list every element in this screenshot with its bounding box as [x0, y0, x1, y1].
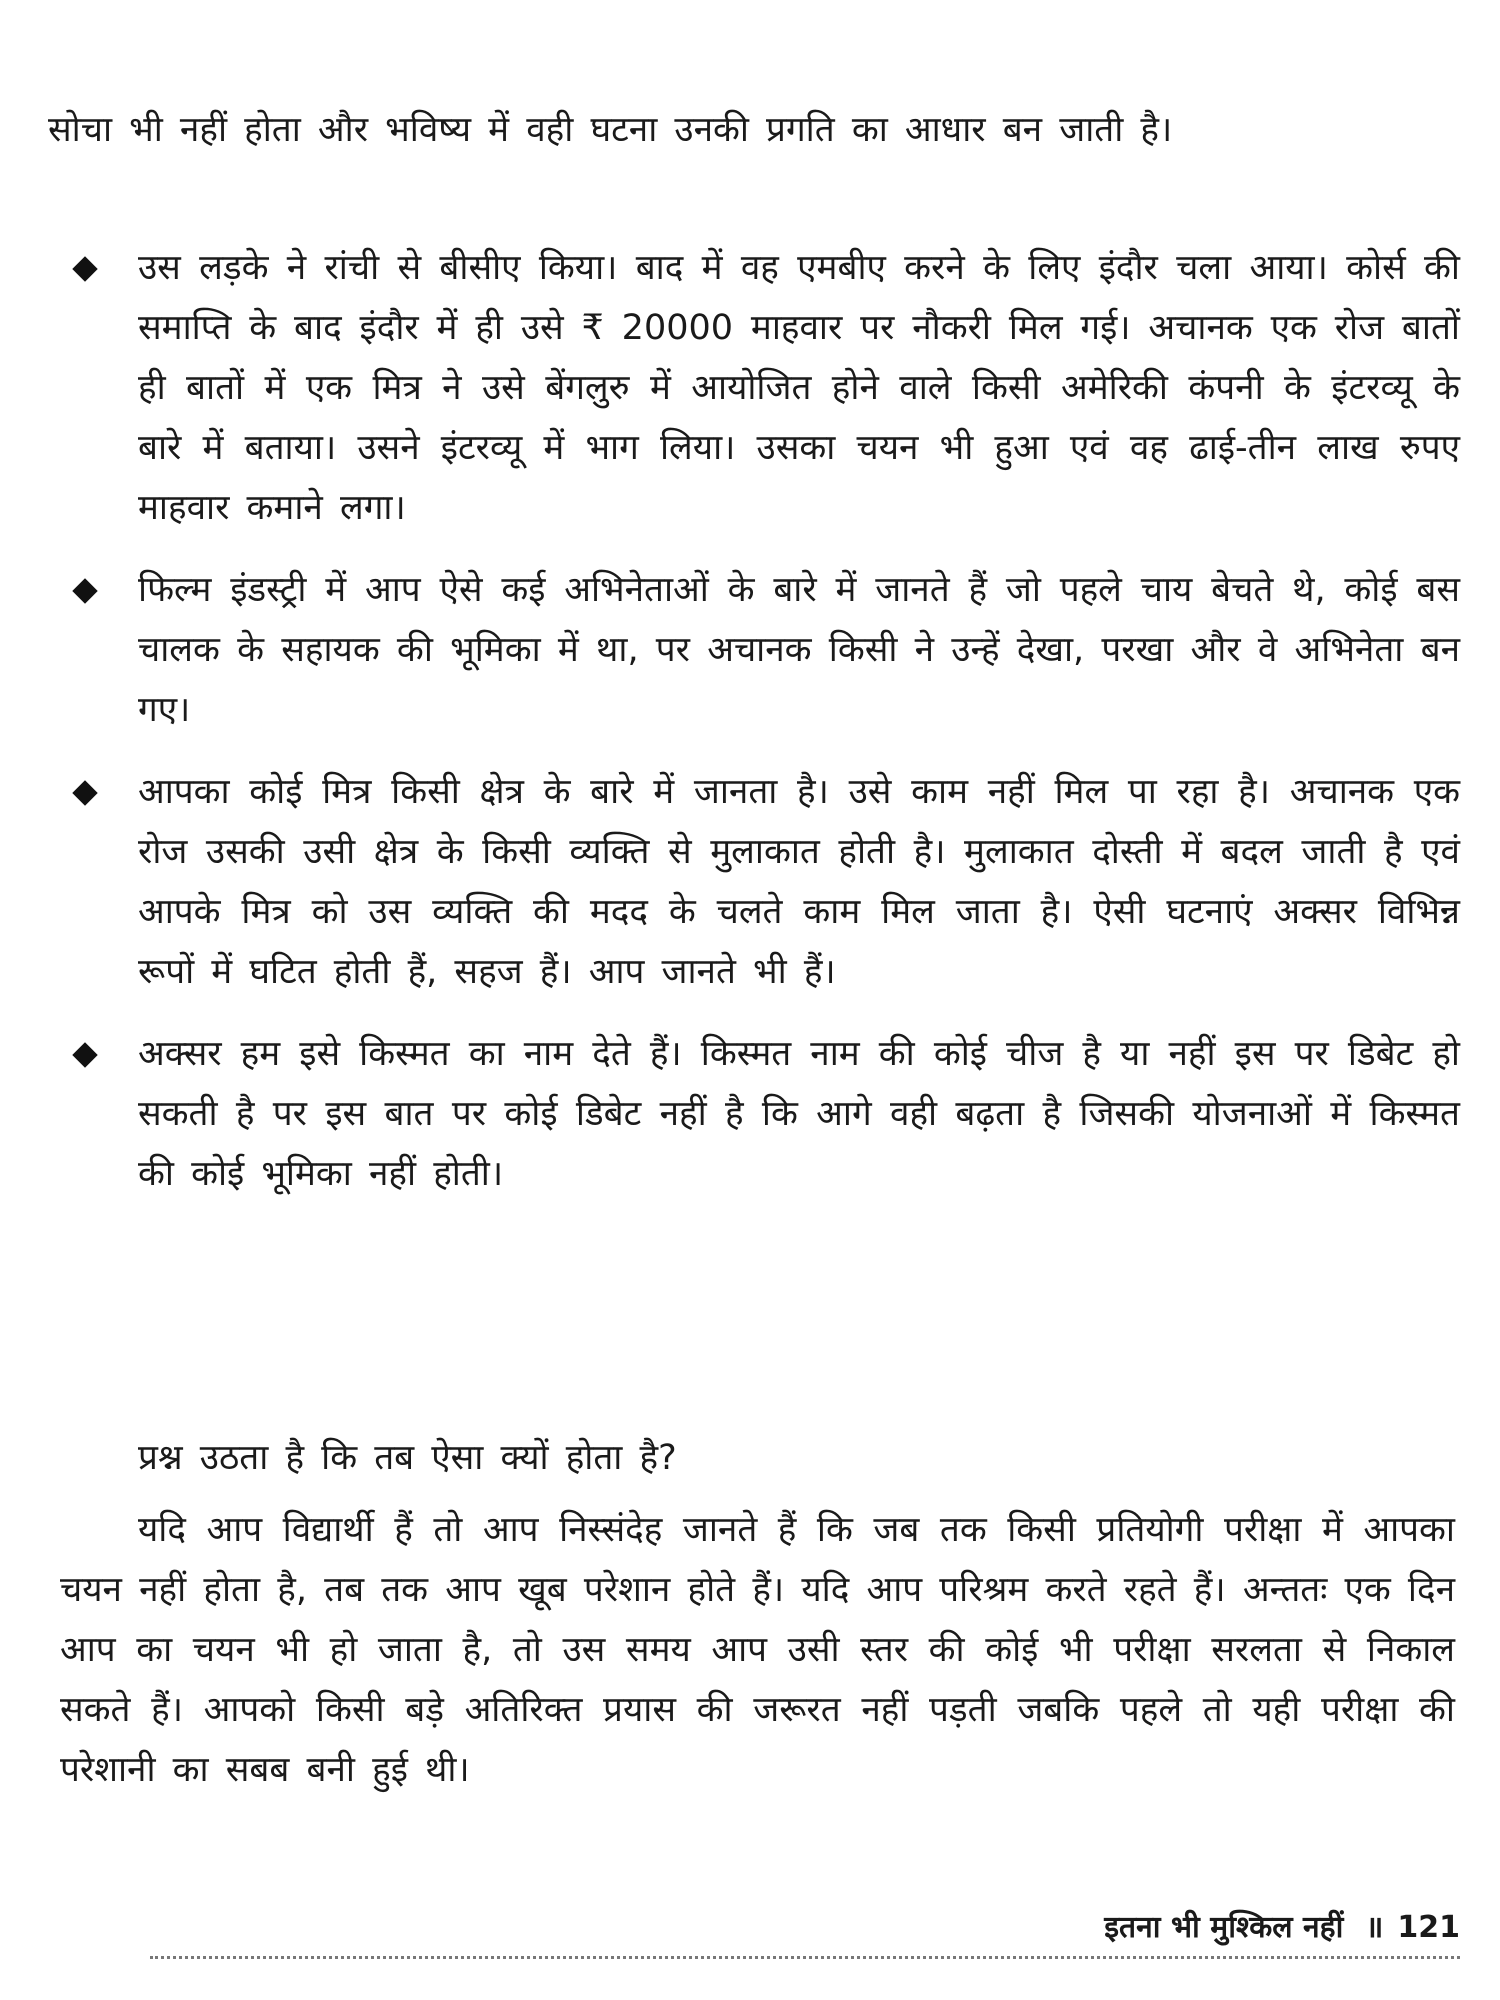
closing-paragraph: यदि आप विद्यार्थी हैं तो आप निस्संदेह जानते हैं कि जब तक किसी प्रतियोगी परीक्षा में आपका चयन नहीं होता है, तब तक आप खूब परेशान होते हैं। यदि आप परिश्रम करते रहते हैं। अन्ततः एक दिन आप का चयन भी हो जाता है, तो उस समय आप उसी स्तर की कोई भी परीक्षा सरलता से निकाल सकते हैं। आपको किसी बड़े अतिरिक्त प्रयास की जरूरत नहीं पड़ती जबकि पहले तो यही परीक्षा की परेशानी का सबब बनी हुई थी।: [60, 1510, 1455, 1790]
bullet-list: [70, 238, 1460, 1226]
diamond-bullet-icon: [72, 256, 97, 281]
bullet-text: फिल्म इंडस्ट्री में आप ऐसे कई अभिनेताओं के बारे में जानते हैं जो पहले चाय बेचते थे, कोई बस चालक के सहायक की भूमिका में था, पर अचानक किसी ने उन्हें देखा, परखा और वे अभिनेता बन गए।: [138, 570, 1460, 730]
diamond-bullet-icon: [72, 578, 97, 603]
footer-separator: ॥: [1365, 1910, 1384, 1945]
bullet-text: उस लड़के ने रांची से बीसीए किया। बाद में वह एमबीए करने के लिए इंदौर चला आया। कोर्स की समाप्ति के बाद इंदौर में ही उसे ₹ 20000 माहवार पर नौकरी मिल गई। अचानक एक रोज बातों ही बातों में एक मित्र ने उसे बेंगलुरु में आयोजित होने वाले किसी अमेरिकी कंपनी के इंटरव्यू के बारे में बताया। उसने इंटरव्यू में भाग लिया। उसका चयन भी हुआ एवं वह ढाई-तीन लाख रुपए माहवार कमाने लगा।: [138, 248, 1460, 528]
bullet-item: [70, 762, 1460, 1002]
running-title: इतना भी मुश्किल नहीं: [1104, 1910, 1344, 1945]
question-line: प्रश्न उठता है कि तब ऐसा क्यों होता है?: [138, 1438, 677, 1478]
page-number: 121: [1397, 1910, 1460, 1945]
footer-rule: [150, 1956, 1460, 1959]
bullet-text: अक्सर हम इसे किस्मत का नाम देते हैं। किस्मत नाम की कोई चीज है या नहीं इस पर डिबेट हो सकती है पर इस बात पर कोई डिबेट नहीं है कि आगे वही बढ़ता है जिसकी योजनाओं में किस्मत की कोई भूमिका नहीं होती।: [138, 1034, 1460, 1194]
bullet-text: आपका कोई मित्र किसी क्षेत्र के बारे में जानता है। उसे काम नहीं मिल पा रहा है। अचानक एक रोज उसकी उसी क्षेत्र के किसी व्यक्ति से मुलाकात होती है। मुलाकात दोस्ती में बदल जाती है एवं आपके मित्र को उस व्यक्ति की मदद के चलते काम मिल जाता है। ऐसी घटनाएं अक्सर विभिन्न रूपों में घटित होती हैं, सहज हैं। आप जानते भी हैं।: [138, 772, 1460, 992]
opening-paragraph: सोचा भी नहीं होता और भविष्य में वही घटना उनकी प्रगति का आधार बन जाती है।: [48, 110, 1173, 150]
page-footer: [1104, 1908, 1460, 1948]
diamond-bullet-icon: [72, 780, 97, 805]
diamond-bullet-icon: [72, 1042, 97, 1067]
bullet-item: [70, 1024, 1460, 1204]
bullet-item: [70, 238, 1460, 538]
bullet-item: [70, 560, 1460, 740]
